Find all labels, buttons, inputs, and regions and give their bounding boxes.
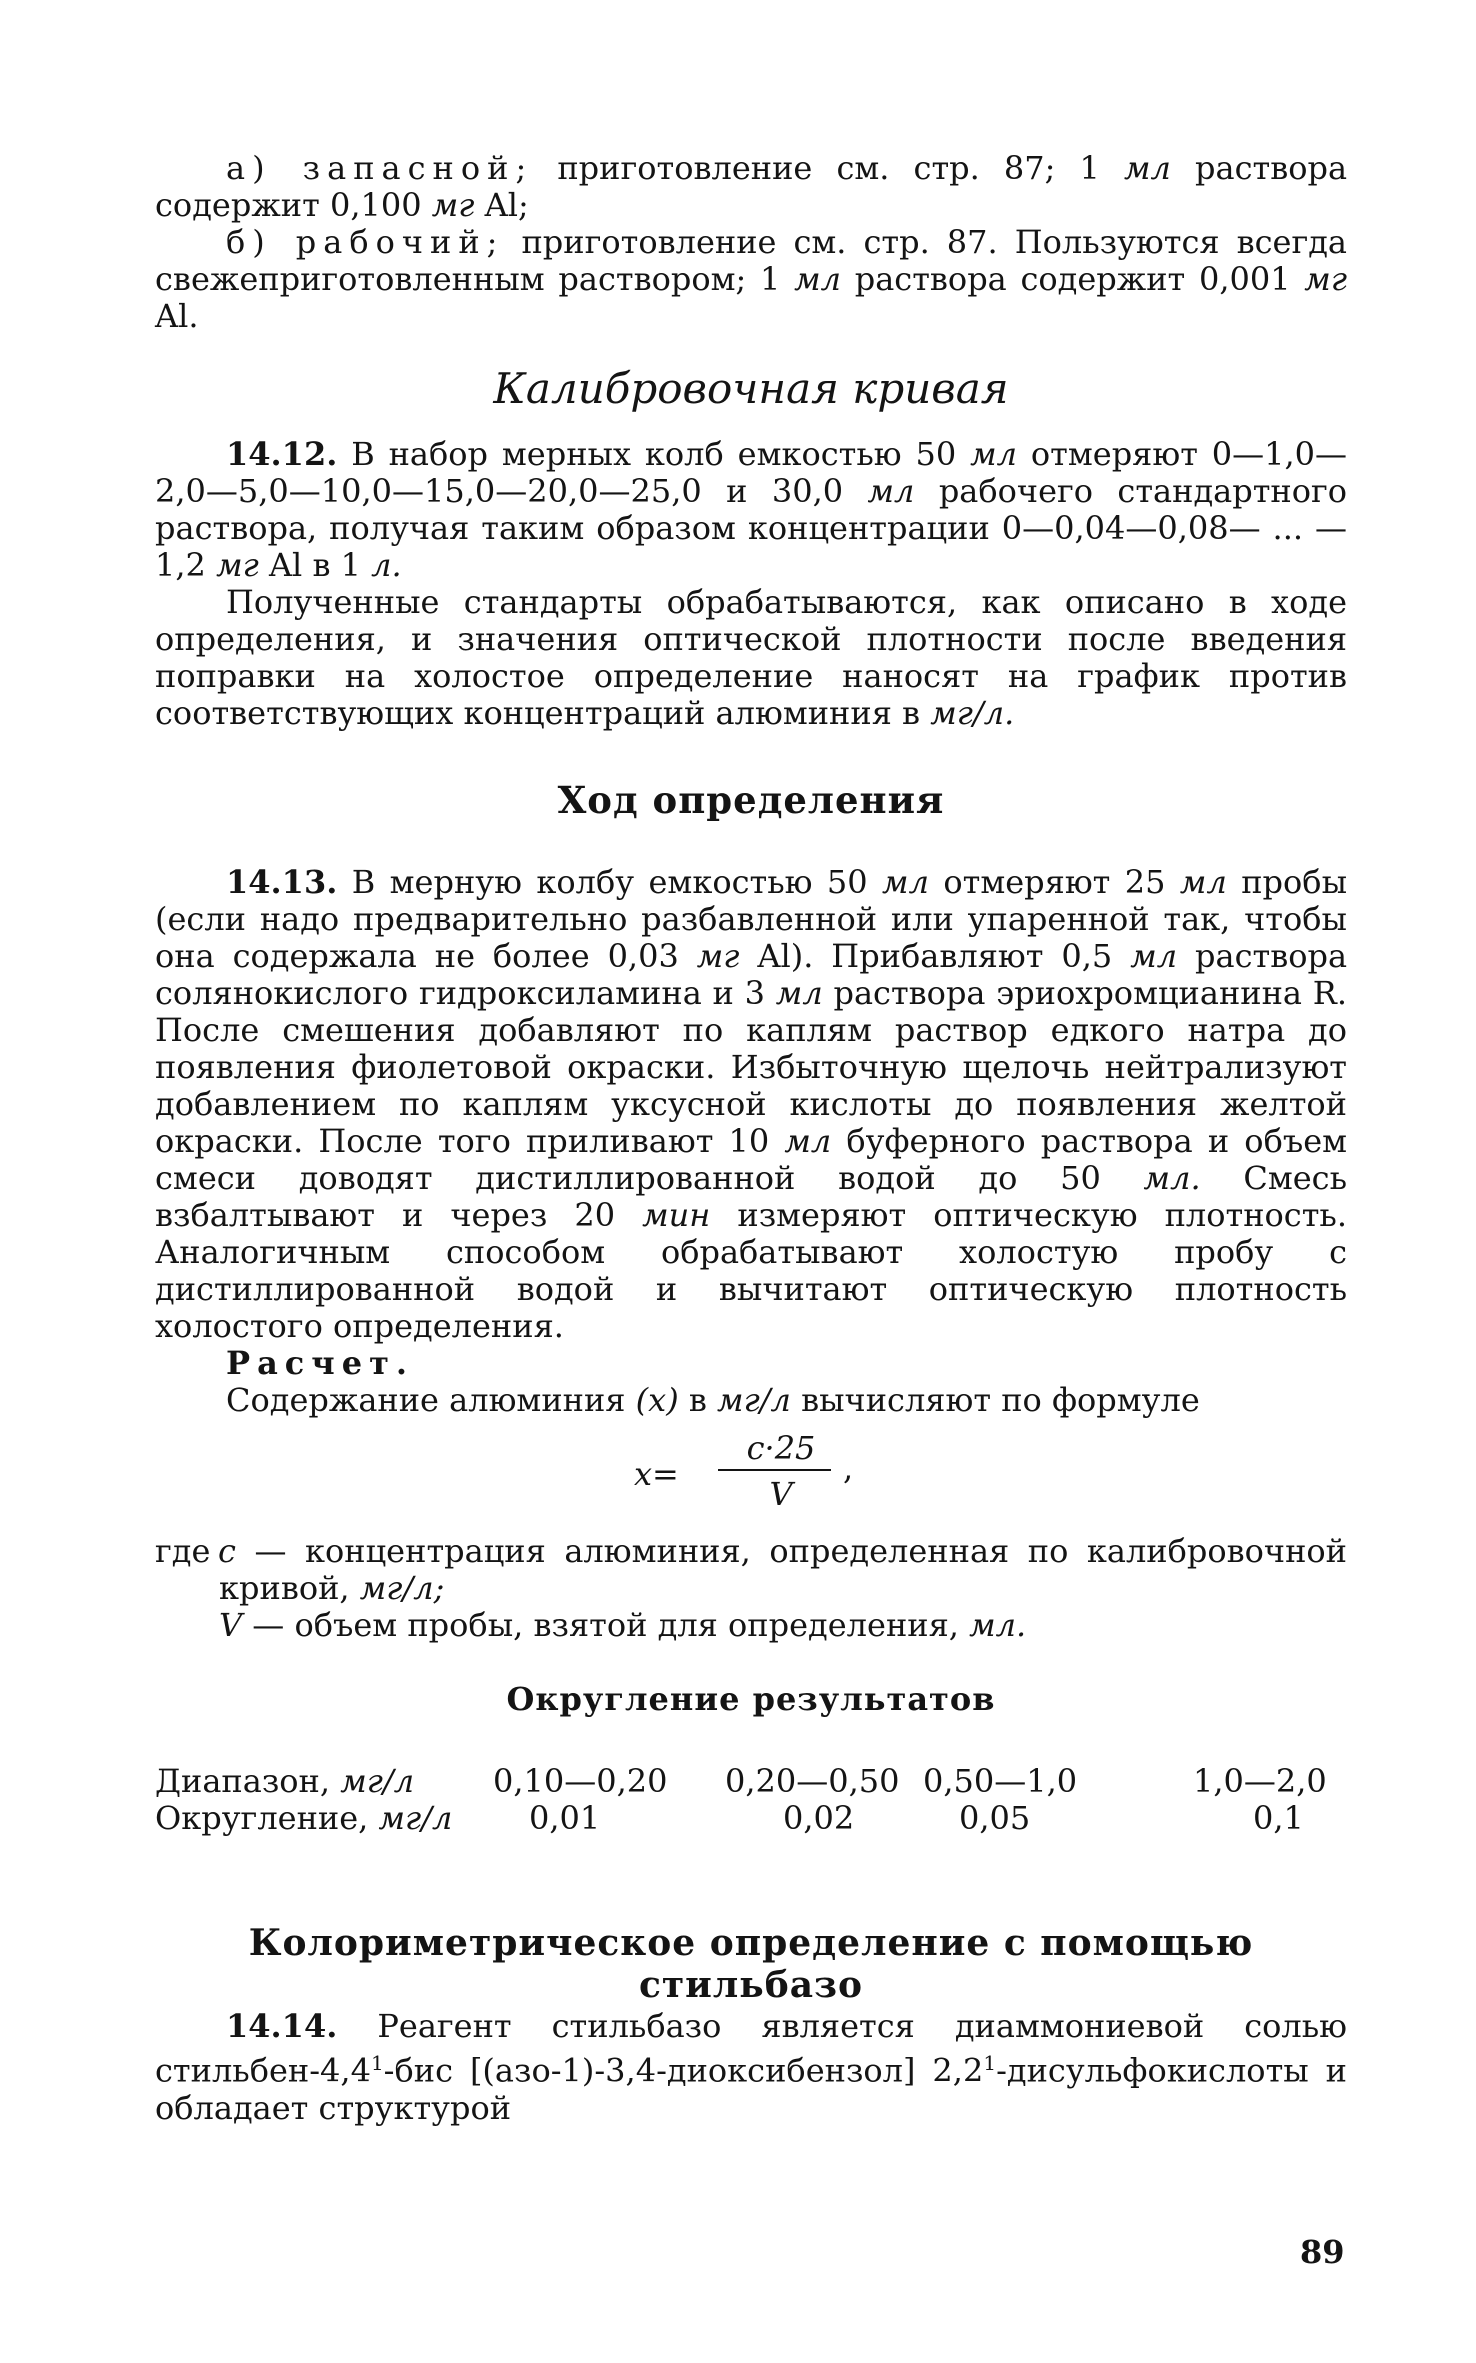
calibration-paragraph-2: Полученные стандарты обрабатываются, как описано в ходе определения, и значения оптической плотности после введения поправки на холостое определение наносят на график против соответствующих концентраций алюминия в мг/л. [155,583,1347,732]
calibration-block [155,436,1347,732]
formula-numerator: c·25 [746,1429,816,1467]
formula [155,1429,1347,1521]
paragraph-14-13: 14.13. В мерную колбу емкостью 50 мл отмеряют 25 мл пробы (если надо предварительно разбавленной или упаренной так, чтобы она содержала не более 0,03 мг Al). Прибавляют 0,5 мл раствора солянокислого гидроксиламина и 3 мл раствора эриохромцианина R. После смешения добавляют по каплям раствор едкого натра до появления фиолетовой окраски. Избыточную щелочь нейтрализуют добавлением по каплям уксусной кислоты до появления желтой окраски. После того приливают 10 мл буферного раствора и объем смеси доводят дистиллированной водой до 50 мл. Смесь взбалтывают и через 20 мин измеряют оптическую плотность. Аналогичным способом обрабатывают холостую пробу с дистиллированной водой и вычитают оптическую плотность холостого определения. [155,863,1348,1345]
intro-item-b: б) рабочий; приготовление см. стр. 87. Пользуются всегда свежеприготовленным раствором; 1 мл раствора содержит 0,001 мг Al. [155,223,1348,335]
stilbazo-block [155,2008,1347,2127]
calibration-heading: Калибровочная кривая [493,364,1009,413]
formula-denominator: V [769,1475,793,1513]
intro-a-label: а) запасной; [226,149,534,187]
formula-lhs: x= [634,1455,679,1493]
formula-comma: , [843,1449,854,1487]
intro-block [155,150,1347,335]
definition-c: где c — концентрация алюминия, определенная по калибровочной кривой, мг/л; [155,1532,1348,1607]
procedure-heading: Ход определения [557,778,945,822]
table-cell: 1,0—2,0 [1193,1762,1327,1800]
definition-v: V — объем пробы, взятой для определения, мл. [219,1606,1027,1644]
intro-item-a: а) запасной; приготовление см. стр. 87; 1 мл раствора содержит 0,100 мг Al; [155,149,1348,224]
rounding-heading: Округление результатов [506,1680,996,1718]
table-row: Округление, мг/л 0,01 0,02 0,05 0,1 [155,1800,1343,1837]
calculation-heading: Расчет. [226,1344,415,1382]
where-label: где [155,1532,211,1570]
calculation-intro: Содержание алюминия (x) в мг/л вычисляют по формуле [226,1381,1200,1419]
paragraph-14-14: 14.14. Реагент стильбазо является диаммониевой солью стильбен-$4,4^1$-бис [(азо-1)-3,4-диоксибензол] $2,2^1$-дисульфокислоты и обладает структурой [155,2007,1348,2127]
table-cell: 0,1 [1253,1799,1304,1837]
table-cell: 0,50—1,0 [923,1762,1078,1800]
stilbazo-heading: Колориметрическое определение с помощью стильбазо [248,1922,1254,2006]
table-row: Диапазон, мг/л 0,10—0,20 0,20—0,50 0,50—1,0 1,0—2,0 [155,1763,1343,1800]
page-number: 89 [1300,2233,1345,2271]
paragraph-14-12: 14.12. В набор мерных колб емкостью 50 мл отмеряют 0—1,0—2,0—5,0—10,0—15,0—20,0—25,0 и 30,0 мл рабочего стандартного раствора, получая таким образом концентрации 0—0,04—0,08— ... — 1,2 мг Al в 1 л. [155,435,1348,584]
table-cell: 0,01 [529,1799,601,1837]
rounding-table [155,1763,1343,1837]
variable-definitions [155,1533,1347,1644]
table-cell: 0,05 [959,1799,1031,1837]
table-cell: 0,02 [783,1799,855,1837]
intro-b-label: б) рабочий; [226,223,505,261]
fraction-bar [718,1469,831,1471]
table-cell: 0,10—0,20 [493,1762,668,1800]
table-cell: 0,20—0,50 [725,1762,900,1800]
procedure-block [155,864,1347,1644]
